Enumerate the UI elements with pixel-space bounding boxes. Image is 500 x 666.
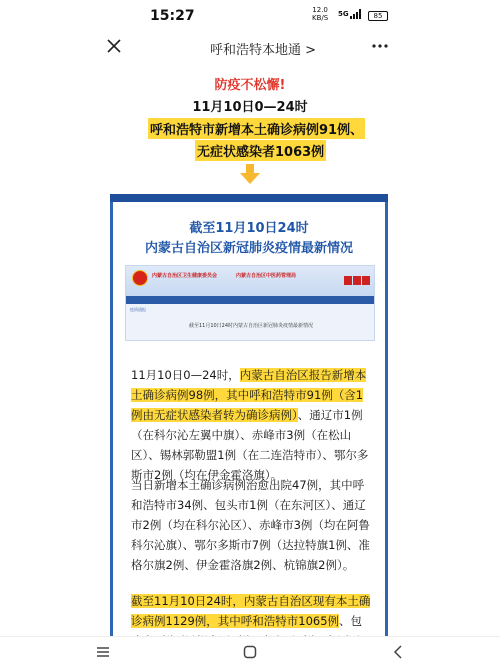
- card-title-1: 截至11月10日24时: [189, 221, 309, 236]
- back-icon[interactable]: [392, 645, 406, 659]
- more-icon[interactable]: [370, 38, 390, 54]
- p3-rest: 、包: [339, 614, 363, 628]
- page-title[interactable]: 呼和浩特本地通 >: [210, 43, 317, 58]
- battery-level: 85: [373, 12, 383, 20]
- paragraph-1: [131, 365, 373, 485]
- headline-line-1: 呼和浩特市新增本土确诊病例91例、: [148, 118, 365, 139]
- card-title-2: 内蒙古自治区新冠肺炎疫情最新情况: [144, 241, 353, 256]
- arrow-down-icon: [238, 162, 262, 186]
- p3-highlight: 截至11月10日24时，内蒙古自治区现有本土确诊病例1129例，其中呼和浩特市1065例: [131, 594, 371, 628]
- website-nav: [126, 296, 375, 304]
- status-bar: [0, 0, 500, 30]
- p1-rest: 、通辽市1例（在科尔沁左翼中旗）、赤峰市3例（在松山区）、锡林郭勒盟1例（在二连浩特市）、鄂尔多斯市2例（均在伊金霍洛旗）。: [131, 408, 369, 482]
- net-speed-unit: KB/S: [312, 14, 329, 22]
- website-banner: [126, 266, 375, 296]
- website-screenshot: [125, 265, 375, 341]
- home-icon[interactable]: [243, 645, 257, 659]
- website-breadcrumb: 疫情通报: [130, 307, 146, 312]
- p1-highlight: 内蒙古自治区报告新增本土确诊病例98例，其中呼和浩特市91例（含1例由无症状感染者转为确诊病例）: [131, 368, 367, 422]
- network-type: 5G: [338, 10, 349, 18]
- net-speed: [312, 6, 328, 22]
- title-bar: [0, 30, 500, 64]
- close-icon[interactable]: [106, 38, 122, 54]
- paragraph-2: 当日新增本土确诊病例治愈出院47例，其中呼和浩特市34例、包头市1例（在东河区）、通辽市2例（均在科尔沁区）、赤峰市3例（均在阿鲁科尔沁旗）、鄂尔多斯市7例（达拉特旗1例、准格尔旗2例、伊金霍洛旗2例、杭锦旗2例）。: [131, 478, 370, 572]
- system-nav-bar: [0, 636, 500, 666]
- article-header: [100, 64, 400, 194]
- signal-icon: [350, 9, 362, 19]
- p1-date: 11月10日0—24时，: [131, 368, 240, 382]
- battery-icon: [368, 11, 388, 21]
- website-heading: 截至11月10日24时内蒙古自治区新冠肺炎疫情最新情况: [188, 323, 314, 329]
- card-top-bar: [110, 194, 388, 202]
- org-name-right: 内蒙古自治区中医药管理局: [236, 273, 297, 279]
- date-range: 11月10日0—24时: [192, 100, 308, 115]
- report-card: [110, 194, 388, 666]
- headline-line-2: 无症状感染者1063例: [195, 140, 326, 161]
- slogan: 防疫不松懈!: [214, 78, 286, 93]
- menu-icon[interactable]: [96, 645, 110, 659]
- status-time: 15:27: [150, 8, 195, 24]
- net-speed-value: 12.0: [312, 6, 328, 14]
- national-emblem-icon: [132, 270, 148, 286]
- org-name-left: 内蒙古自治区卫生健康委员会: [152, 273, 218, 279]
- seal-icons: [344, 270, 372, 280]
